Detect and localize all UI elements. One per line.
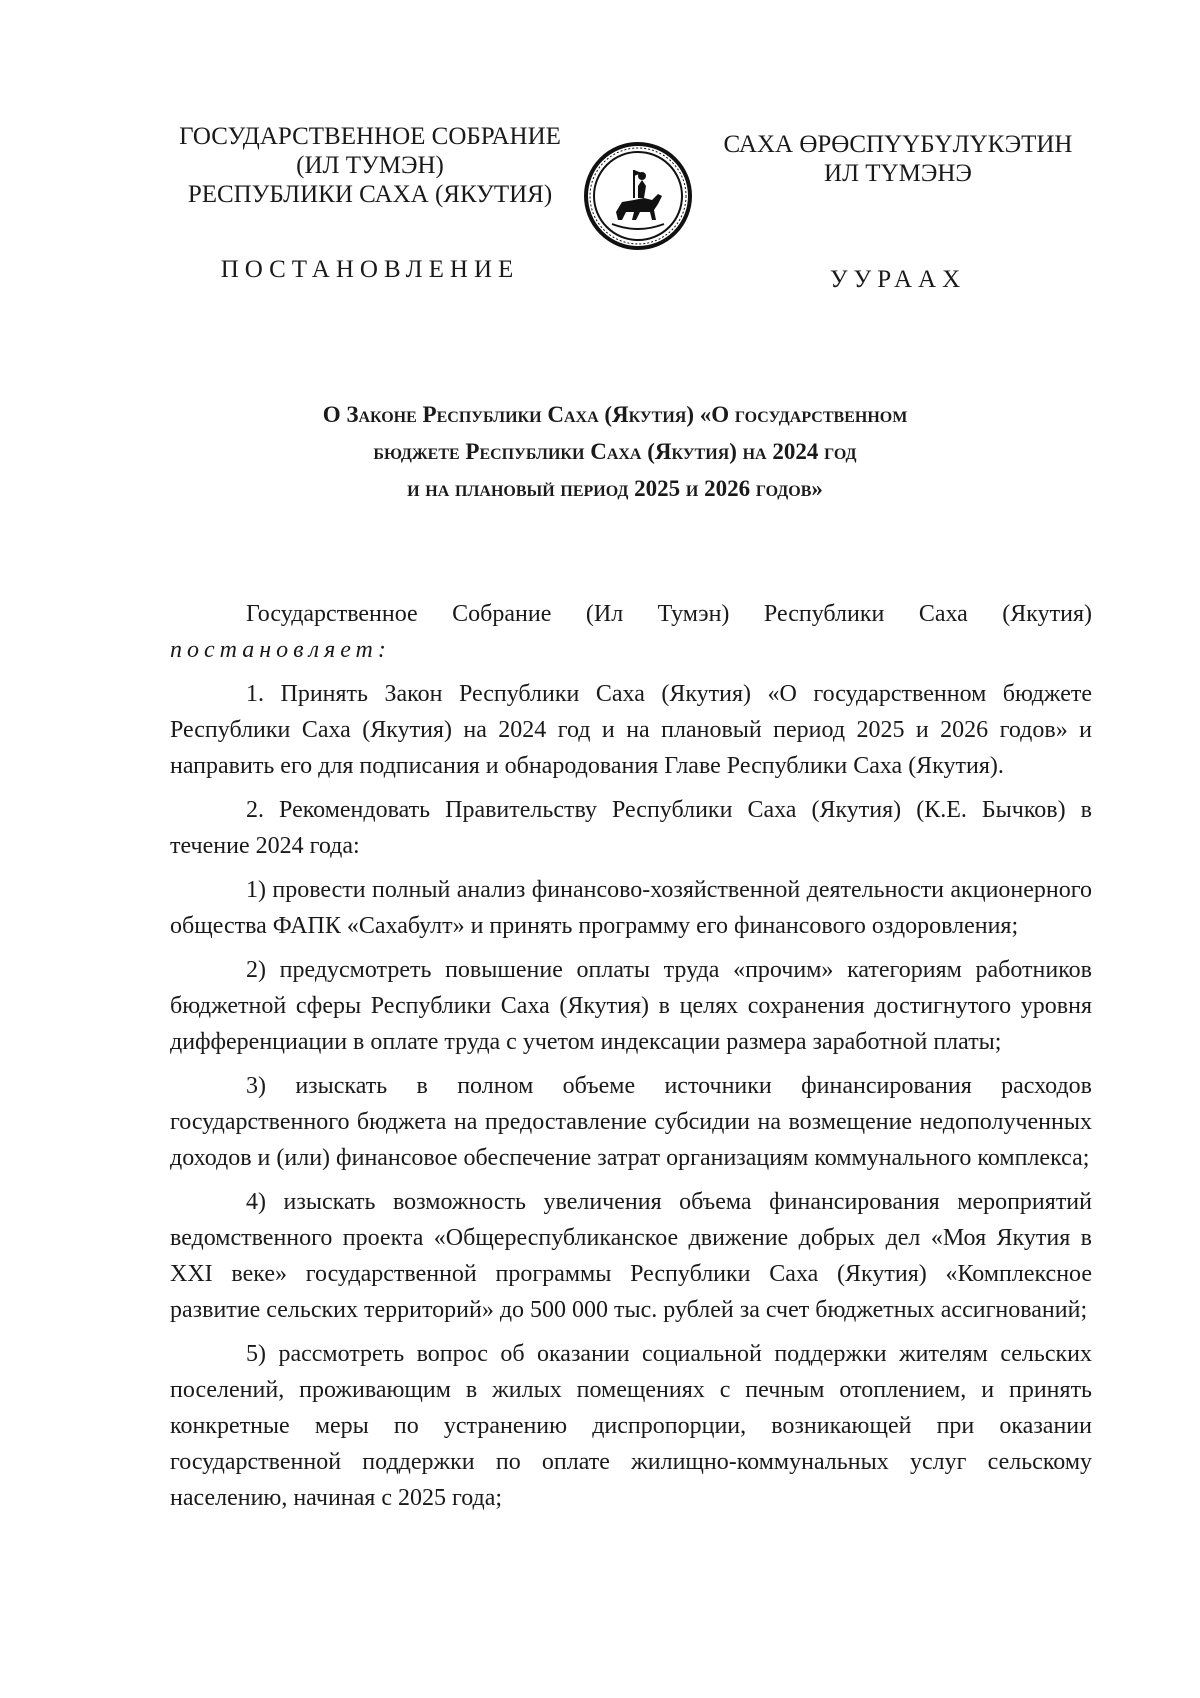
paragraph-1: 1. Принять Закон Республики Саха (Якутия) «О государственном бюджете Республики Саха (Якутия) на 2024 год и на плановый период 2025 и 2026 годов» и направить его для подписания и обнародования Главе Республики Саха (Якутия). bbox=[170, 681, 1092, 779]
coat-of-arms-emblem-icon bbox=[582, 140, 694, 252]
header-left-line-1: ГОСУДАРСТВЕННОЕ СОБРАНИЕ bbox=[179, 123, 561, 150]
title-line-1: О Законе Республики Саха (Якутия) «О государственном bbox=[322, 402, 908, 427]
header-left-block bbox=[160, 122, 580, 209]
paragraph-2: 2. Рекомендовать Правительству Республики Саха (Якутия) (К.Е. Бычков) в течение 2024 года: bbox=[170, 797, 1092, 859]
list-item-3: 3) изыскать в полном объеме источники финансирования расходов государственного бюджета на предоставление субсидии на возмещение недополученных доходов и (или) финансовое обеспечение затрат организациям коммунального комплекса; bbox=[170, 1073, 1092, 1171]
header-left-line-2: (ИЛ ТУМЭН) bbox=[296, 152, 444, 179]
document-title bbox=[200, 396, 1030, 507]
intro-paragraph bbox=[170, 596, 1092, 668]
header-left-line-3: РЕСПУБЛИКИ САХА (ЯКУТИЯ) bbox=[187, 181, 553, 208]
document-body bbox=[170, 596, 1092, 1524]
title-line-2: бюджете Республики Саха (Якутия) на 2024 год bbox=[373, 439, 857, 464]
doc-type-yakut: УУРААХ bbox=[829, 266, 967, 293]
list-item-5: 5) рассмотреть вопрос об оказании социальной поддержки жителям сельских поселений, проживающим в жилых помещениях с печным отоплением, и принять конкретные меры по устранению диспропорции, возникающей при оказании государственной поддержки по оплате жилищно-коммунальных услуг сельскому населению, начиная с 2025 года; bbox=[170, 1341, 1092, 1511]
list-item-1: 1) провести полный анализ финансово-хозяйственной деятельности акционерного общества ФАПК «Сахабулт» и принять программу его финансового оздоровления; bbox=[170, 877, 1092, 939]
list-item-2: 2) предусмотреть повышение оплаты труда «прочим» категориям работников бюджетной сферы Республики Саха (Якутия) в целях сохранения достигнутого уровня дифференциации в оплате труда с учетом индексации размера заработной платы; bbox=[170, 957, 1092, 1055]
header-right-line-2: ИЛ ТҮМЭНЭ bbox=[824, 160, 972, 187]
doc-type-russian: ПОСТАНОВЛЕНИЕ bbox=[220, 256, 520, 283]
intro-text: Государственное Собрание (Ил Тумэн) Республики Саха (Якутия) bbox=[246, 601, 1092, 627]
list-item-4: 4) изыскать возможность увеличения объема финансирования мероприятий ведомственного проекта «Общереспубликанское движение добрых дел «Моя Якутия в XXI веке» государственной программы Республики Саха (Якутия) «Комплексное развитие сельских территорий» до 500 000 тыс. рублей за счет бюджетных ассигнований; bbox=[170, 1189, 1092, 1323]
title-line-3: и на плановый период 2025 и 2026 годов» bbox=[407, 476, 823, 501]
header-right-block bbox=[718, 130, 1078, 188]
intro-decree-word: постановляет: bbox=[170, 637, 391, 663]
header-right-line-1: САХА ӨРӨСПҮҮБҮЛҮКЭТИН bbox=[723, 131, 1073, 158]
